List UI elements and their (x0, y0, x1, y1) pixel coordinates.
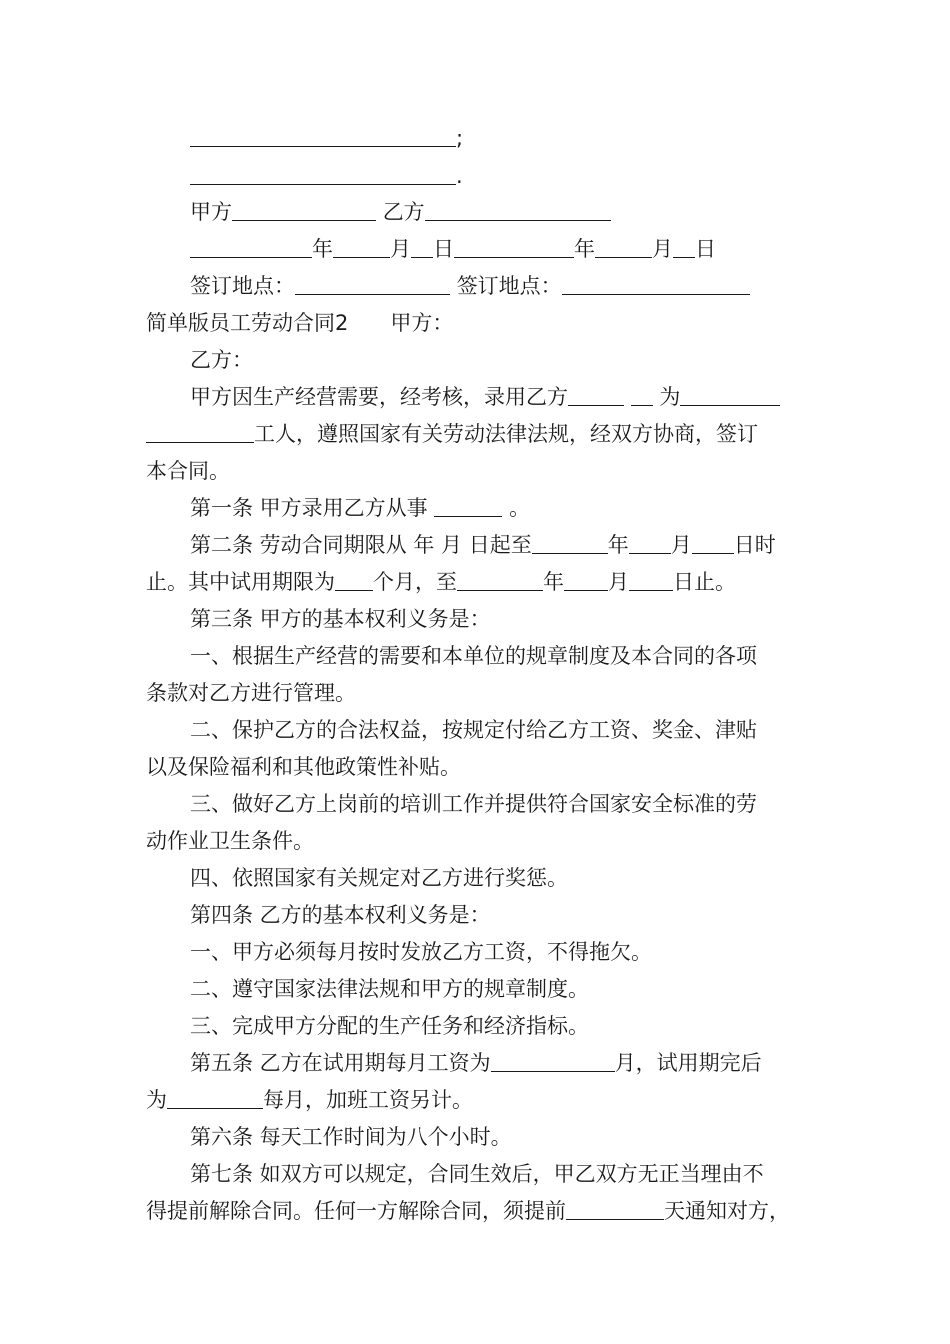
article-7: 第七条 如双方可以规定，合同生效后，甲乙双方无正当理由不 (190, 1162, 764, 1186)
blank[interactable] (434, 492, 502, 517)
article-6: 第六条 每天工作时间为八个小时。 (190, 1125, 512, 1149)
article-3-item-3-cont: 动作业卫生条件。 (146, 829, 314, 853)
article-3-item-2-cont: 以及保险福利和其他政策性补贴。 (146, 755, 461, 779)
year-blank[interactable] (454, 233, 574, 258)
party-a-blank[interactable] (232, 196, 376, 221)
party-b-blank[interactable] (425, 196, 611, 221)
article-4-heading: 第四条 乙方的基本权利义务是： (190, 903, 491, 927)
blank[interactable] (629, 529, 671, 554)
blank[interactable] (564, 566, 608, 591)
blank[interactable] (532, 529, 608, 554)
article-5-cont: 为 每月，加班工资另计。 (146, 1082, 816, 1118)
blank[interactable] (146, 418, 254, 443)
signing-place-line: 签订地点： 签订地点： (190, 268, 816, 304)
blank[interactable] (629, 566, 673, 591)
intro-paragraph: 甲方因生产经营需要，经考核，录用乙方 为 (190, 379, 816, 415)
blank[interactable] (680, 381, 780, 406)
article-3-item-3: 三、做好乙方上岗前的培训工作并提供符合国家安全标准的劳 (190, 792, 757, 816)
month-blank[interactable] (333, 233, 390, 258)
signature-blank-line-2: . (190, 158, 816, 194)
blank[interactable] (457, 566, 543, 591)
party-b-label: 乙方： (190, 348, 253, 372)
article-2-cont: 止。其中试用期限为 个月，至 年 月 日止。 (146, 564, 816, 600)
blank[interactable] (167, 1084, 263, 1109)
article-4-item-2: 二、遵守国家法律法规和甲方的规章制度。 (190, 977, 589, 1001)
signature-date-line: 年 月 日 年 月 日 (190, 231, 816, 267)
article-5: 第五条 乙方在试用期每月工资为 月，试用期完后 (190, 1045, 816, 1081)
day-blank[interactable] (673, 233, 695, 258)
signature-blank-line-1: ; (190, 120, 816, 156)
article-4-item-3: 三、完成甲方分配的生产任务和经济指标。 (190, 1014, 589, 1038)
signature-parties-line: 甲方 乙方 (190, 194, 816, 230)
place-blank[interactable] (295, 270, 450, 295)
blank[interactable] (631, 381, 653, 406)
contract-title-line (146, 305, 816, 341)
article-3-heading: 第三条 甲方的基本权利义务是： (190, 607, 491, 631)
party-a-label: 甲方： (390, 311, 454, 335)
day-blank[interactable] (411, 233, 433, 258)
intro-paragraph-cont: 工人，遵照国家有关劳动法律法规，经双方协商，签订 (146, 416, 816, 452)
article-7-cont: 得提前解除合同。任何一方解除合同，须提前 天通知对方， (146, 1193, 816, 1229)
year-blank[interactable] (190, 233, 312, 258)
blank[interactable] (566, 1195, 664, 1220)
place-blank[interactable] (562, 270, 750, 295)
blank[interactable] (568, 381, 624, 406)
article-3-item-4: 四、依照国家有关规定对乙方进行奖惩。 (190, 866, 568, 890)
article-3-item-1-cont: 条款对乙方进行管理。 (146, 681, 356, 705)
blank[interactable] (335, 566, 373, 591)
article-3-item-2: 二、保护乙方的合法权益，按规定付给乙方工资、奖金、津贴 (190, 718, 757, 742)
article-4-item-1: 一、甲方必须每月按时发放乙方工资，不得拖欠。 (190, 940, 652, 964)
contract-title: 简单版员工劳动合同2 (146, 311, 349, 335)
intro-paragraph-end: 本合同。 (146, 459, 230, 483)
blank[interactable] (190, 160, 456, 185)
article-3-item-1: 一、根据生产经营的需要和本单位的规章制度及本合同的各项 (190, 644, 757, 668)
article-2: 第二条 劳动合同期限从 年 月 日起至 年 月 日时 (190, 527, 816, 563)
article-1: 第一条 甲方录用乙方从事 。 (190, 490, 816, 526)
blank[interactable] (692, 529, 734, 554)
blank[interactable] (491, 1047, 615, 1072)
blank[interactable] (190, 122, 456, 147)
month-blank[interactable] (595, 233, 652, 258)
